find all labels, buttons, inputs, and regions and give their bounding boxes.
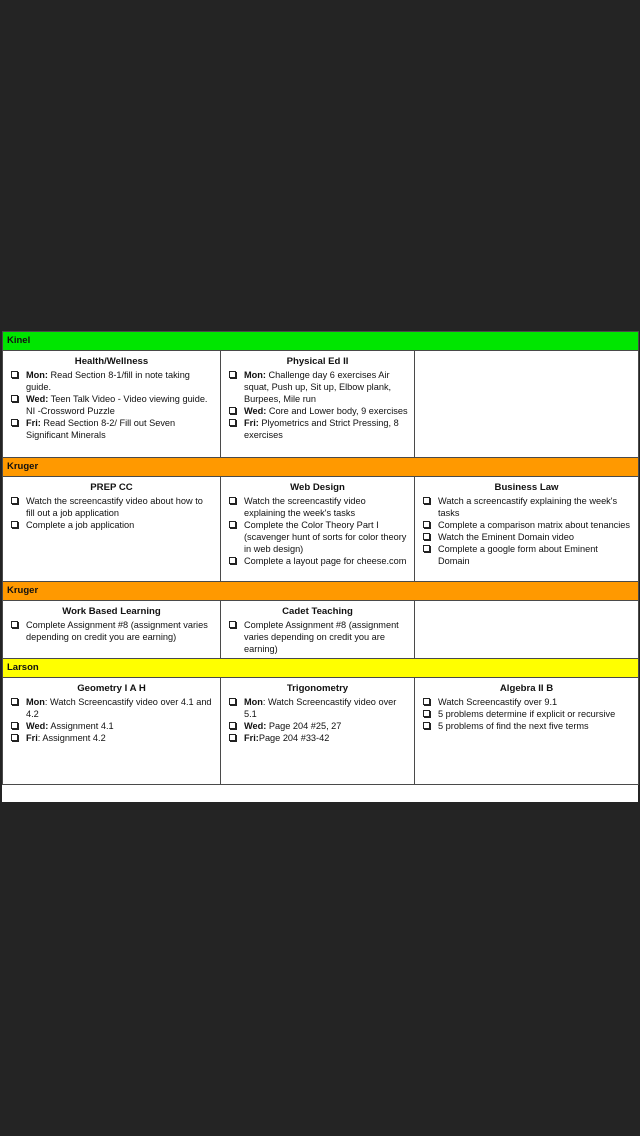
- teacher-name: Kruger: [3, 582, 639, 601]
- course-title: Trigonometry: [286, 683, 349, 694]
- task-text: Complete Assignment #8 (assignment varies depending on credit you are earning): [26, 620, 208, 642]
- checkbox-icon: [423, 722, 430, 729]
- task-text: Page 204 #25, 27: [266, 721, 342, 731]
- task-item: [227, 555, 408, 567]
- task-checklist: [9, 369, 214, 441]
- course-title: Business Law: [494, 482, 559, 493]
- task-day: Wed:: [244, 406, 267, 416]
- checkbox-icon: [229, 419, 236, 426]
- task-item: [227, 720, 408, 732]
- task-text: Watch the screencastify video explaining the week's tasks: [244, 496, 366, 518]
- checkbox-icon: [11, 722, 18, 729]
- task-checklist: [227, 495, 408, 567]
- task-item: [227, 405, 408, 417]
- task-item: [421, 531, 632, 543]
- course-title: Cadet Teaching: [282, 606, 353, 617]
- task-day: Mon: [244, 697, 263, 707]
- course-cell: [3, 477, 221, 582]
- checkbox-icon: [229, 497, 236, 504]
- checkbox-icon: [11, 371, 18, 378]
- course-cell: [415, 678, 639, 785]
- task-text: Watch the screencastify video about how to fill out a job application: [26, 496, 203, 518]
- course-row: [3, 477, 639, 582]
- task-text: Plyometrics and Strict Pressing, 8 exercises: [244, 418, 399, 440]
- task-item: [9, 720, 214, 732]
- task-checklist: [9, 696, 214, 744]
- checkbox-icon: [229, 722, 236, 729]
- task-text: 5 problems determine if explicit or recursive: [438, 709, 616, 719]
- task-item: [9, 369, 214, 393]
- task-text: Complete Assignment #8 (assignment varies depending on credit you are earning): [244, 620, 399, 654]
- course-cell-empty: [415, 351, 639, 458]
- task-checklist: [421, 495, 632, 567]
- task-item: [9, 495, 214, 519]
- checkbox-icon: [229, 557, 236, 564]
- task-day: Fri: [26, 733, 38, 743]
- course-cell: [415, 477, 639, 582]
- checkbox-icon: [11, 521, 18, 528]
- task-text: 5 problems of find the next five terms: [438, 721, 589, 731]
- task-checklist: [9, 619, 214, 643]
- task-item: [9, 619, 214, 643]
- task-day: Wed:: [26, 721, 49, 731]
- course-row: [3, 601, 639, 659]
- course-title: Web Design: [290, 482, 345, 493]
- task-checklist: [227, 619, 408, 655]
- task-day: Fri:: [26, 418, 41, 428]
- task-item: [421, 696, 632, 708]
- task-text: : Watch Screencastify video over 4.1 and 4.2: [26, 697, 212, 719]
- checkbox-icon: [229, 371, 236, 378]
- checkbox-icon: [11, 734, 18, 741]
- task-checklist: [421, 696, 632, 732]
- task-day: Mon:: [26, 370, 48, 380]
- task-day: Mon: [26, 697, 45, 707]
- task-text: Challenge day 6 exercises Air squat, Push up, Sit up, Elbow plank, Burpees, Mile run: [244, 370, 392, 404]
- task-item: [9, 696, 214, 720]
- task-item: [9, 519, 214, 531]
- task-item: [227, 619, 408, 655]
- course-title: Algebra II B: [499, 683, 554, 694]
- task-text: Complete a layout page for cheese.com: [244, 556, 407, 566]
- task-item: [421, 720, 632, 732]
- checkbox-icon: [11, 419, 18, 426]
- course-row: [3, 351, 639, 458]
- task-day: Fri:: [244, 733, 259, 743]
- checkbox-icon: [229, 521, 236, 528]
- teacher-band-kruger: [3, 582, 639, 601]
- task-item: [227, 732, 408, 744]
- teacher-band-kruger: [3, 458, 639, 477]
- task-text: Read Section 8-2/ Fill out Seven Significant Minerals: [26, 418, 176, 440]
- task-item: [9, 393, 214, 417]
- task-text: Watch Screencastify over 9.1: [438, 697, 558, 707]
- task-item: [227, 495, 408, 519]
- task-text: Complete the Color Theory Part I (scavenger hunt of sorts for color theory in web design): [244, 520, 407, 554]
- task-item: [421, 708, 632, 720]
- teacher-band-larson: [3, 659, 639, 678]
- course-cell: [221, 351, 415, 458]
- course-cell: [3, 351, 221, 458]
- task-text: Page 204 #33-42: [258, 733, 330, 743]
- checkbox-icon: [11, 621, 18, 628]
- task-item: [227, 417, 408, 441]
- task-text: Complete a comparison matrix about tenancies: [438, 520, 631, 530]
- task-text: Teen Talk Video - Video viewing guide. NI -Crossword Puzzle: [26, 394, 208, 416]
- course-cell-empty: [415, 601, 639, 659]
- checkbox-icon: [423, 710, 430, 717]
- checkbox-icon: [229, 407, 236, 414]
- course-cell: [3, 678, 221, 785]
- task-text: Read Section 8-1/fill in note taking guide.: [26, 370, 190, 392]
- teacher-band-kinel: [3, 332, 639, 351]
- checkbox-icon: [423, 545, 430, 552]
- task-day: Fri:: [244, 418, 259, 428]
- course-title: Health/Wellness: [74, 356, 149, 367]
- task-day: Mon:: [244, 370, 266, 380]
- task-item: [421, 495, 632, 519]
- task-item: [421, 543, 632, 567]
- course-cell: [221, 477, 415, 582]
- task-item: [9, 732, 214, 744]
- teacher-name: Kinel: [3, 332, 639, 351]
- task-text: Complete a job application: [26, 520, 135, 530]
- task-day: Wed:: [244, 721, 267, 731]
- course-title: Physical Ed II: [286, 356, 349, 367]
- course-cell: [221, 601, 415, 659]
- course-cell: [221, 678, 415, 785]
- course-cell: [3, 601, 221, 659]
- task-text: : Watch Screencastify video over 5.1: [244, 697, 397, 719]
- checkbox-icon: [423, 521, 430, 528]
- course-title: Geometry I A H: [77, 683, 146, 694]
- task-item: [421, 519, 632, 531]
- course-title: PREP CC: [90, 482, 133, 493]
- task-text: Watch the Eminent Domain video: [438, 532, 575, 542]
- task-text: Assignment 4.1: [48, 721, 114, 731]
- checkbox-icon: [11, 497, 18, 504]
- task-checklist: [9, 495, 214, 531]
- task-text: : Assignment 4.2: [37, 733, 106, 743]
- task-item: [227, 519, 408, 555]
- task-item: [227, 696, 408, 720]
- weekly-assignment-table: [2, 331, 639, 785]
- course-row: [3, 678, 639, 785]
- task-day: Wed:: [26, 394, 49, 404]
- checkbox-icon: [11, 698, 18, 705]
- teacher-name: Kruger: [3, 458, 639, 477]
- task-text: Core and Lower body, 9 exercises: [266, 406, 408, 416]
- checkbox-icon: [229, 734, 236, 741]
- task-item: [227, 369, 408, 405]
- course-title: Work Based Learning: [62, 606, 161, 617]
- checkbox-icon: [11, 395, 18, 402]
- checkbox-icon: [423, 533, 430, 540]
- checkbox-icon: [229, 621, 236, 628]
- task-checklist: [227, 369, 408, 441]
- schedule-document: [2, 331, 638, 802]
- checkbox-icon: [423, 497, 430, 504]
- teacher-name: Larson: [3, 659, 639, 678]
- checkbox-icon: [423, 698, 430, 705]
- task-checklist: [227, 696, 408, 744]
- task-text: Watch a screencastify explaining the week's tasks: [438, 496, 618, 518]
- task-item: [9, 417, 214, 441]
- checkbox-icon: [229, 698, 236, 705]
- task-text: Complete a google form about Eminent Domain: [438, 544, 598, 566]
